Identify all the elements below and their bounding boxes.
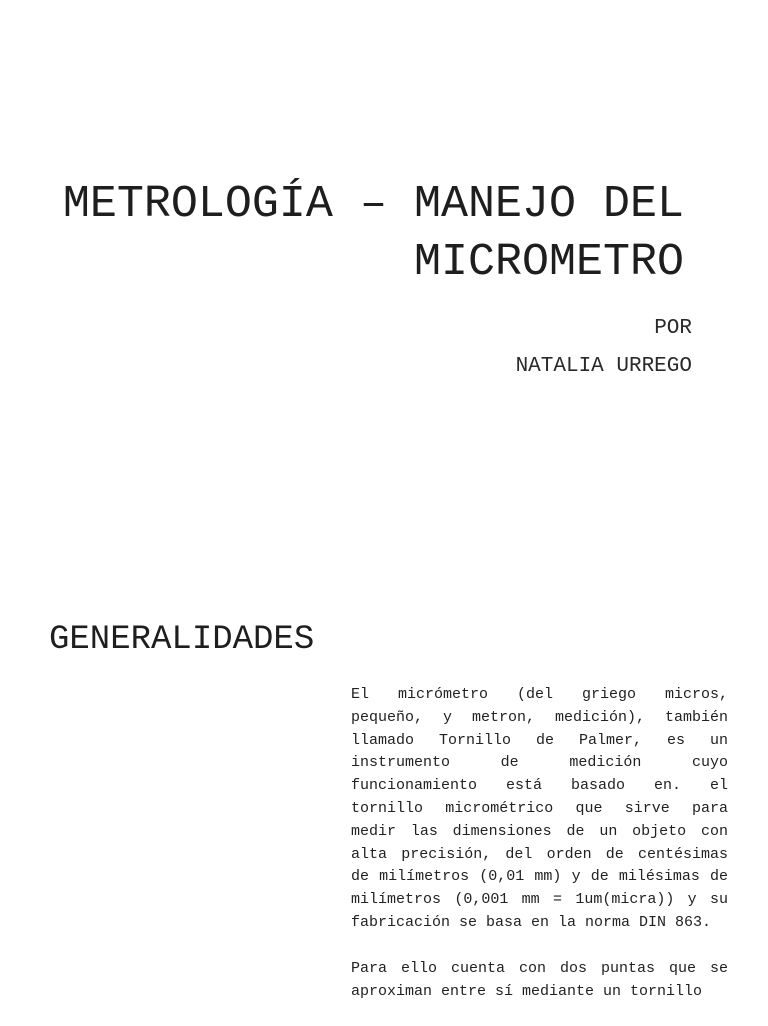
body-text [351,684,728,1026]
paragraph-mechanism: Para ello cuenta con dos puntas que se aproximan entre sí mediante un tornillo [351,959,728,1000]
title-slide [0,0,768,470]
generalidades-slide [0,600,768,1024]
section-heading: GENERALIDADES [49,621,315,659]
author-name: NATALIA URREGO [515,355,692,378]
paragraph-definition: El micrómetro (del griego micros, pequeño, y metron, medición), también llamado Tornillo de Palmer, es un instrumento de medición cuyo funcionamiento está basado en. el tornillo micrométrico que sirve para medir las dimensiones de un objeto con alta precisión, del orden de centésimas de milímetros (0,01 mm) y de milésimas de milímetros (0,001 mm = 1um(micra)) y su fabricación se basa en la norma DIN 863. [351,686,728,931]
subtitle-by: POR [654,317,692,340]
presentation-title: METROLOGÍA – MANEJO DEL MICROMETRO [62,179,684,288]
presentation-subtitle [516,310,692,386]
